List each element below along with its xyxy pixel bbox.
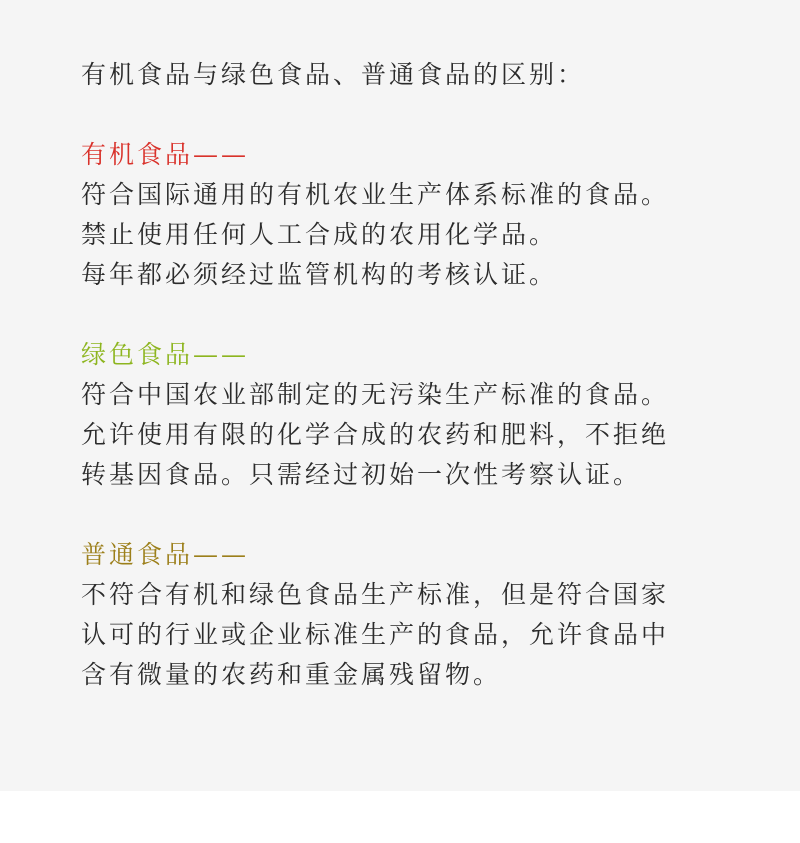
text-line: 允许使用有限的化学合成的农药和肥料，不拒绝 xyxy=(81,420,670,449)
text-line: 含有微量的农药和重金属残留物。 xyxy=(81,660,502,689)
section-organic xyxy=(81,135,721,295)
text-line: 符合中国农业部制定的无污染生产标准的食品。 xyxy=(81,380,670,409)
section-green xyxy=(81,335,721,495)
page-title: 有机食品与绿色食品、普通食品的区别： xyxy=(81,60,586,89)
heading-organic: 有机食品—— xyxy=(81,140,250,169)
text-line: 符合国际通用的有机农业生产体系标准的食品。 xyxy=(81,180,670,209)
text-line: 认可的行业或企业标准生产的食品，允许食品中 xyxy=(81,620,670,649)
heading-ordinary: 普通食品—— xyxy=(81,540,250,569)
text-line: 不符合有机和绿色食品生产标准，但是符合国家 xyxy=(81,580,670,609)
heading-green: 绿色食品—— xyxy=(81,340,250,369)
text-line: 禁止使用任何人工合成的农用化学品。 xyxy=(81,220,558,249)
article-body xyxy=(81,55,721,695)
text-line: 转基因食品。只需经过初始一次性考察认证。 xyxy=(81,460,642,489)
section-ordinary xyxy=(81,535,721,695)
text-line: 每年都必须经过监管机构的考核认证。 xyxy=(81,260,558,289)
